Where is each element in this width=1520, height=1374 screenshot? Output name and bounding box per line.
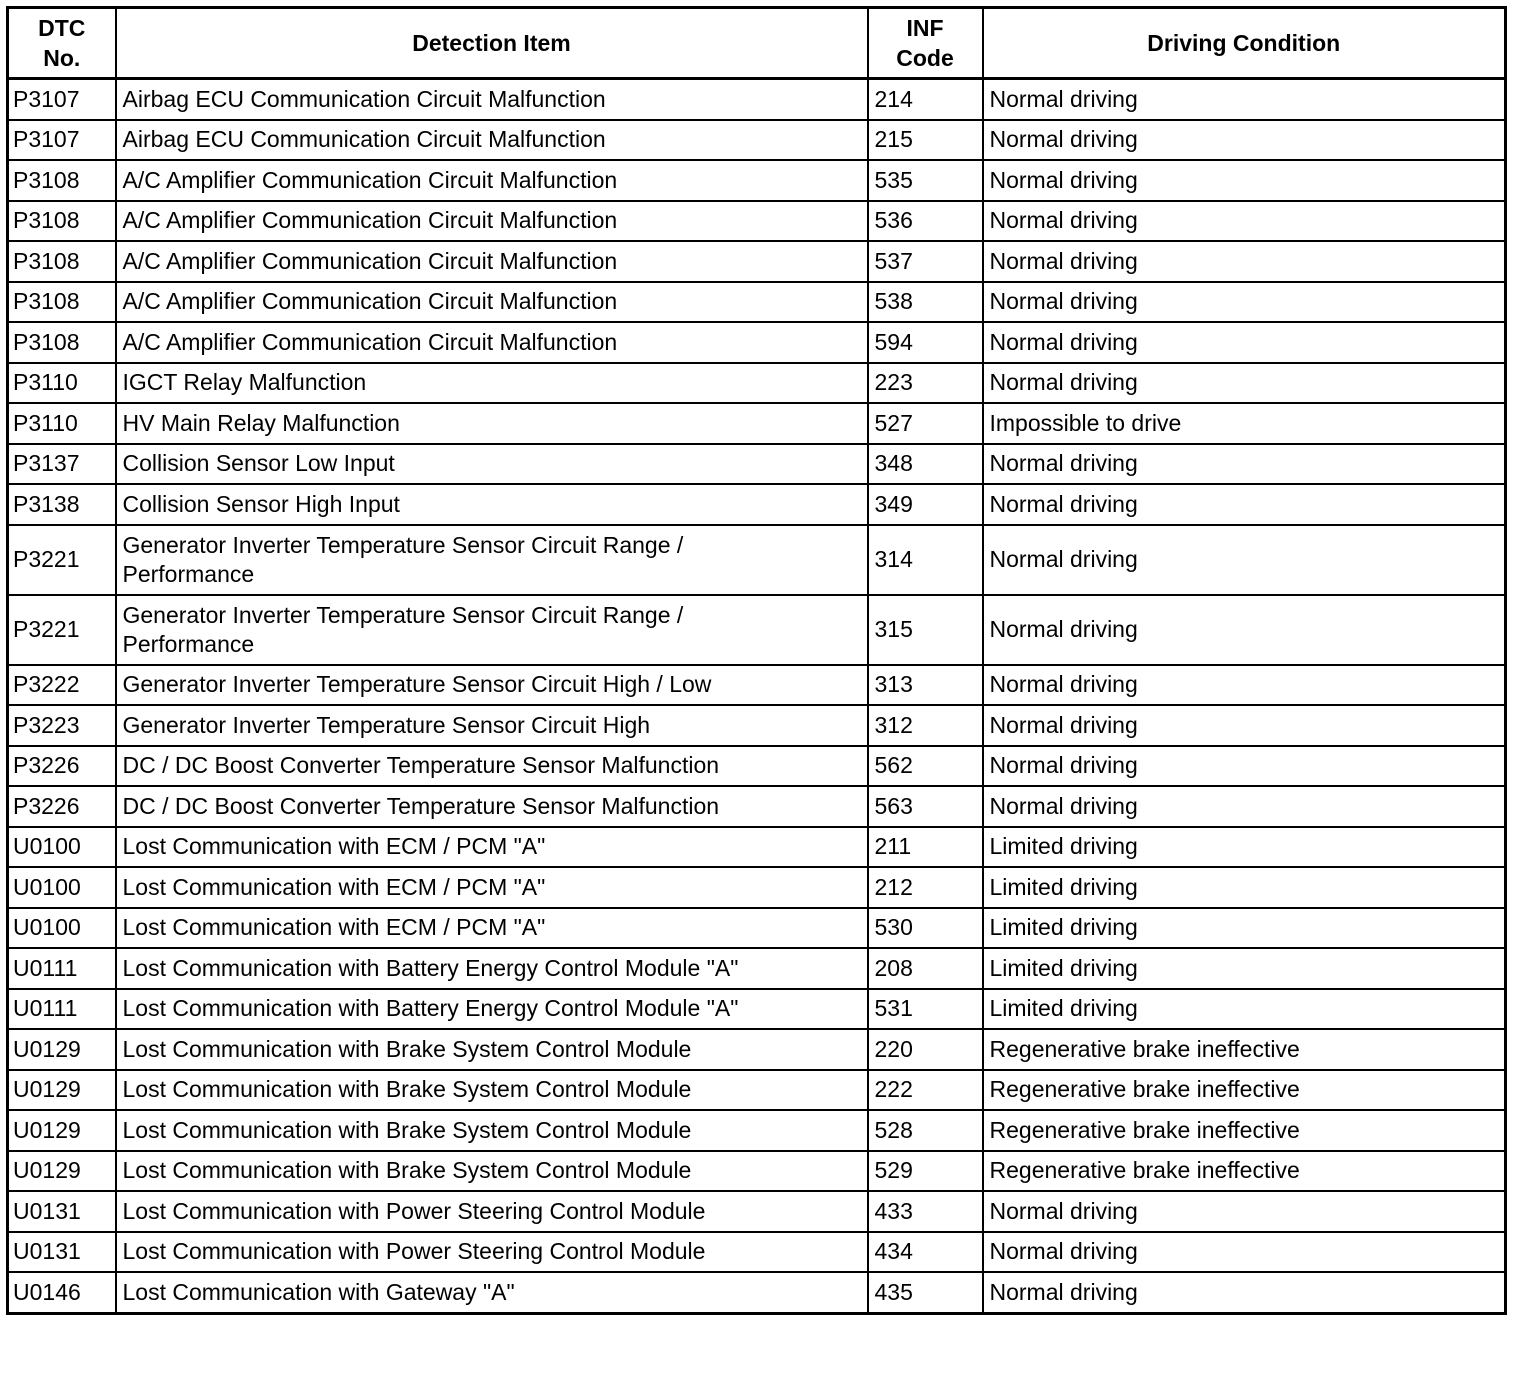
- driving-condition-cell: Normal driving: [983, 595, 1506, 665]
- dtc-cell: U0111: [8, 948, 116, 989]
- inf-code-cell: 433: [868, 1191, 983, 1232]
- inf-code-cell: 223: [868, 363, 983, 404]
- driving-condition-cell: Limited driving: [983, 827, 1506, 868]
- inf-code-cell: 215: [868, 120, 983, 161]
- dtc-table: [6, 6, 1507, 1315]
- header-row: [8, 8, 1506, 79]
- table-row: [8, 525, 1506, 595]
- table-row: [8, 484, 1506, 525]
- detection-item-cell: Lost Communication with ECM / PCM "A": [116, 827, 868, 868]
- dtc-cell: P3110: [8, 363, 116, 404]
- dtc-cell: P3223: [8, 705, 116, 746]
- table-row: [8, 1191, 1506, 1232]
- dtc-cell: P3108: [8, 160, 116, 201]
- table-header: [8, 8, 1506, 79]
- driving-condition-cell: Normal driving: [983, 665, 1506, 706]
- dtc-cell: P3221: [8, 595, 116, 665]
- detection-item-cell: Lost Communication with ECM / PCM "A": [116, 867, 868, 908]
- inf-code-cell: 594: [868, 322, 983, 363]
- table-row: [8, 989, 1506, 1030]
- table-row: [8, 160, 1506, 201]
- detection-item-cell: Lost Communication with Battery Energy Control Module "A": [116, 948, 868, 989]
- driving-condition-cell: Limited driving: [983, 908, 1506, 949]
- table-row: [8, 746, 1506, 787]
- inf-code-cell: 538: [868, 282, 983, 323]
- table-row: [8, 827, 1506, 868]
- inf-code-cell: 349: [868, 484, 983, 525]
- table-row: [8, 1272, 1506, 1313]
- inf-code-cell: 348: [868, 444, 983, 485]
- dtc-cell: U0129: [8, 1070, 116, 1111]
- detection-item-line: Performance: [122, 630, 255, 657]
- driving-condition-cell: Normal driving: [983, 705, 1506, 746]
- table-row: [8, 1070, 1506, 1111]
- inf-code-cell: 434: [868, 1232, 983, 1273]
- detection-item-cell: Collision Sensor High Input: [116, 484, 868, 525]
- table-row: [8, 705, 1506, 746]
- inf-code-cell: 537: [868, 241, 983, 282]
- header-inf-code: [868, 8, 983, 79]
- table-row: [8, 786, 1506, 827]
- detection-item-cell: A/C Amplifier Communication Circuit Malfunction: [116, 160, 868, 201]
- detection-item-cell: A/C Amplifier Communication Circuit Malfunction: [116, 322, 868, 363]
- inf-code-cell: 531: [868, 989, 983, 1030]
- inf-code-cell: 312: [868, 705, 983, 746]
- detection-item-cell: Lost Communication with Brake System Control Module: [116, 1029, 868, 1070]
- detection-item-cell: Airbag ECU Communication Circuit Malfunction: [116, 120, 868, 161]
- dtc-cell: P3108: [8, 201, 116, 242]
- header-detection-item: Detection Item: [116, 8, 868, 79]
- dtc-cell: P3137: [8, 444, 116, 485]
- dtc-cell: P3107: [8, 120, 116, 161]
- detection-item-cell: A/C Amplifier Communication Circuit Malfunction: [116, 201, 868, 242]
- dtc-cell: U0129: [8, 1151, 116, 1192]
- dtc-cell: P3226: [8, 786, 116, 827]
- dtc-cell: U0131: [8, 1191, 116, 1232]
- driving-condition-cell: Normal driving: [983, 282, 1506, 323]
- table-row: [8, 201, 1506, 242]
- inf-code-cell: 211: [868, 827, 983, 868]
- detection-item-cell: Collision Sensor Low Input: [116, 444, 868, 485]
- detection-item-cell: Lost Communication with ECM / PCM "A": [116, 908, 868, 949]
- driving-condition-cell: Limited driving: [983, 948, 1506, 989]
- inf-code-cell: 530: [868, 908, 983, 949]
- dtc-cell: P3108: [8, 322, 116, 363]
- detection-item-cell: Lost Communication with Brake System Control Module: [116, 1110, 868, 1151]
- detection-item-cell: Generator Inverter Temperature Sensor Circuit High: [116, 705, 868, 746]
- driving-condition-cell: Normal driving: [983, 1232, 1506, 1273]
- table-row: [8, 241, 1506, 282]
- driving-condition-cell: Limited driving: [983, 989, 1506, 1030]
- table-row: [8, 79, 1506, 120]
- inf-code-cell: 562: [868, 746, 983, 787]
- dtc-cell: U0100: [8, 827, 116, 868]
- driving-condition-cell: Normal driving: [983, 444, 1506, 485]
- header-inf-line1: INF: [906, 15, 944, 41]
- table-row: [8, 444, 1506, 485]
- table-row: [8, 595, 1506, 665]
- detection-item-cell: DC / DC Boost Converter Temperature Sensor Malfunction: [116, 786, 868, 827]
- detection-item-cell: [116, 595, 868, 665]
- header-dtc-no: [8, 8, 116, 79]
- inf-code-cell: 314: [868, 525, 983, 595]
- table-row: [8, 322, 1506, 363]
- dtc-cell: U0100: [8, 867, 116, 908]
- driving-condition-cell: Normal driving: [983, 786, 1506, 827]
- dtc-cell: P3138: [8, 484, 116, 525]
- table-row: [8, 867, 1506, 908]
- table-body: [8, 79, 1506, 1314]
- table-row: [8, 282, 1506, 323]
- dtc-cell: P3110: [8, 403, 116, 444]
- table-row: [8, 1151, 1506, 1192]
- detection-item-cell: HV Main Relay Malfunction: [116, 403, 868, 444]
- dtc-cell: U0111: [8, 989, 116, 1030]
- header-inf-line2: Code: [896, 45, 954, 71]
- inf-code-cell: 435: [868, 1272, 983, 1313]
- driving-condition-cell: Normal driving: [983, 120, 1506, 161]
- detection-item-cell: Lost Communication with Power Steering Control Module: [116, 1232, 868, 1273]
- header-dtc-line1: DTC: [38, 15, 86, 41]
- driving-condition-cell: Normal driving: [983, 241, 1506, 282]
- dtc-cell: P3107: [8, 79, 116, 120]
- driving-condition-cell: Normal driving: [983, 201, 1506, 242]
- header-driving-condition: Driving Condition: [983, 8, 1506, 79]
- driving-condition-cell: Normal driving: [983, 525, 1506, 595]
- inf-code-cell: 212: [868, 867, 983, 908]
- detection-item-cell: Lost Communication with Gateway "A": [116, 1272, 868, 1313]
- detection-item-line: Generator Inverter Temperature Sensor Circuit Range /: [122, 531, 684, 558]
- detection-item-cell: Generator Inverter Temperature Sensor Circuit High / Low: [116, 665, 868, 706]
- table-row: [8, 363, 1506, 404]
- inf-code-cell: 527: [868, 403, 983, 444]
- dtc-cell: U0129: [8, 1110, 116, 1151]
- detection-item-cell: Lost Communication with Brake System Control Module: [116, 1070, 868, 1111]
- detection-item-cell: [116, 525, 868, 595]
- dtc-cell: P3108: [8, 241, 116, 282]
- driving-condition-cell: Regenerative brake ineffective: [983, 1029, 1506, 1070]
- detection-item-line: Performance: [122, 560, 255, 587]
- dtc-cell: P3222: [8, 665, 116, 706]
- driving-condition-cell: Normal driving: [983, 363, 1506, 404]
- table-row: [8, 908, 1506, 949]
- inf-code-cell: 529: [868, 1151, 983, 1192]
- inf-code-cell: 528: [868, 1110, 983, 1151]
- dtc-cell: P3226: [8, 746, 116, 787]
- inf-code-cell: 535: [868, 160, 983, 201]
- dtc-cell: P3221: [8, 525, 116, 595]
- inf-code-cell: 313: [868, 665, 983, 706]
- driving-condition-cell: Normal driving: [983, 160, 1506, 201]
- driving-condition-cell: Limited driving: [983, 867, 1506, 908]
- driving-condition-cell: Normal driving: [983, 322, 1506, 363]
- table-row: [8, 1029, 1506, 1070]
- detection-item-cell: Lost Communication with Brake System Control Module: [116, 1151, 868, 1192]
- inf-code-cell: 536: [868, 201, 983, 242]
- table-row: [8, 1110, 1506, 1151]
- dtc-cell: U0146: [8, 1272, 116, 1313]
- table-row: [8, 948, 1506, 989]
- inf-code-cell: 563: [868, 786, 983, 827]
- detection-item-cell: Lost Communication with Power Steering Control Module: [116, 1191, 868, 1232]
- inf-code-cell: 315: [868, 595, 983, 665]
- table-row: [8, 403, 1506, 444]
- table-row: [8, 665, 1506, 706]
- driving-condition-cell: Normal driving: [983, 79, 1506, 120]
- detection-item-cell: DC / DC Boost Converter Temperature Sensor Malfunction: [116, 746, 868, 787]
- inf-code-cell: 208: [868, 948, 983, 989]
- detection-item-cell: A/C Amplifier Communication Circuit Malfunction: [116, 282, 868, 323]
- header-dtc-line2: No.: [43, 45, 81, 71]
- table-row: [8, 120, 1506, 161]
- detection-item-cell: Lost Communication with Battery Energy Control Module "A": [116, 989, 868, 1030]
- dtc-cell: P3108: [8, 282, 116, 323]
- dtc-cell: U0100: [8, 908, 116, 949]
- detection-item-cell: Airbag ECU Communication Circuit Malfunction: [116, 79, 868, 120]
- driving-condition-cell: Normal driving: [983, 1191, 1506, 1232]
- dtc-cell: U0131: [8, 1232, 116, 1273]
- table-row: [8, 1232, 1506, 1273]
- inf-code-cell: 222: [868, 1070, 983, 1111]
- driving-condition-cell: Impossible to drive: [983, 403, 1506, 444]
- detection-item-cell: IGCT Relay Malfunction: [116, 363, 868, 404]
- driving-condition-cell: Normal driving: [983, 1272, 1506, 1313]
- driving-condition-cell: Normal driving: [983, 746, 1506, 787]
- driving-condition-cell: Regenerative brake ineffective: [983, 1151, 1506, 1192]
- detection-item-cell: A/C Amplifier Communication Circuit Malfunction: [116, 241, 868, 282]
- driving-condition-cell: Normal driving: [983, 484, 1506, 525]
- dtc-cell: U0129: [8, 1029, 116, 1070]
- detection-item-line: Generator Inverter Temperature Sensor Circuit Range /: [122, 601, 684, 628]
- inf-code-cell: 220: [868, 1029, 983, 1070]
- driving-condition-cell: Regenerative brake ineffective: [983, 1070, 1506, 1111]
- inf-code-cell: 214: [868, 79, 983, 120]
- driving-condition-cell: Regenerative brake ineffective: [983, 1110, 1506, 1151]
